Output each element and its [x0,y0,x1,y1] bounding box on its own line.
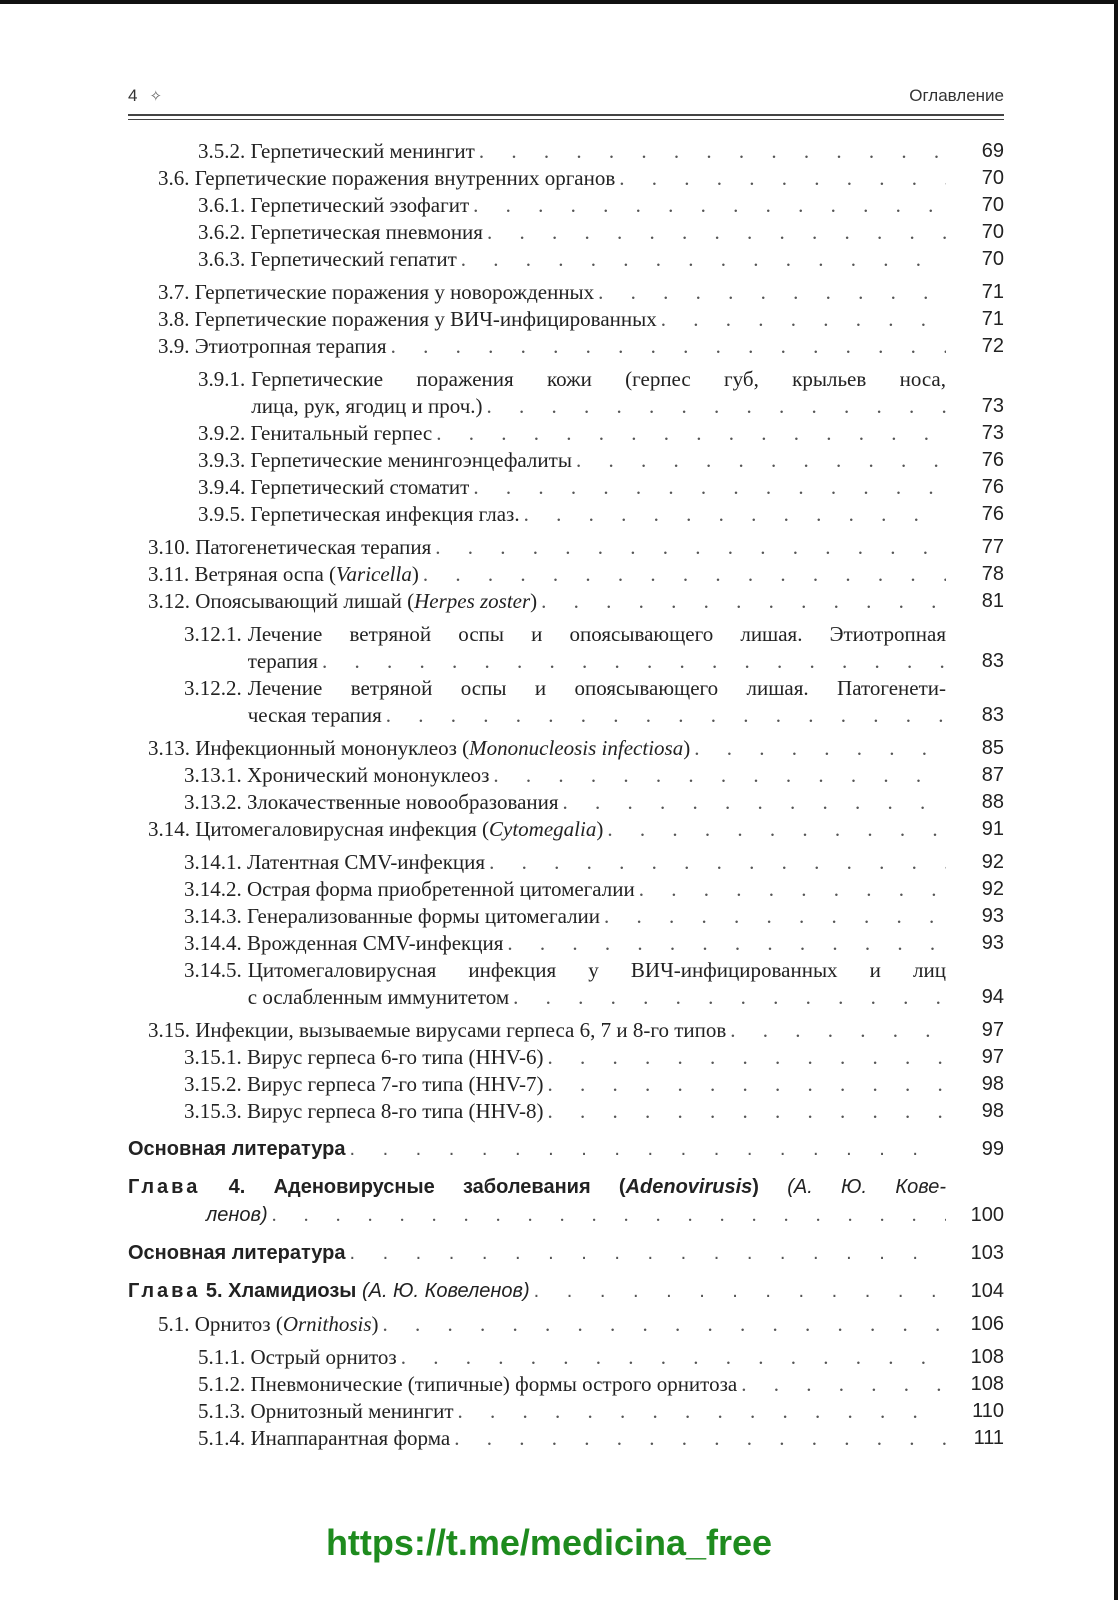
toc-number: 3.12. [148,589,190,613]
toc-title: Пневмонические (типичные) формы острого орнитоза [250,1372,738,1396]
toc-entry-references[interactable] [128,1239,1004,1267]
toc-number: 5.1.1. [198,1345,246,1369]
leader-dots [489,849,946,876]
toc-number: 3.15.2. [184,1072,242,1096]
toc-entry[interactable] [128,165,1004,192]
toc-page: 78 [981,563,1004,585]
leader-dots [619,165,946,192]
toc-title: Генитальный герпес [250,421,433,445]
toc-title: Врожденная CMV-инфекция [247,931,504,955]
toc-number: 3.7. [158,280,190,304]
leader-dots [272,1201,946,1229]
toc-number: 3.12.1. [184,622,242,646]
toc-entry[interactable]: 3.12. Опоясывающий лишай (Herpes zoster) . . . 81 [128,588,1004,615]
ornament-icon: ✧ [149,88,163,105]
toc-page: 76 [981,476,1004,498]
toc-entry[interactable]: 5.1. Орнитоз (Ornithosis) . . . 106 [128,1311,1004,1338]
toc-page: 72 [981,335,1004,357]
toc-entry[interactable] [128,930,1004,957]
toc-number: 3.6. [158,166,190,190]
toc-page: 104 [970,1280,1004,1302]
toc-page: 87 [981,764,1004,786]
toc-entry[interactable] [128,534,1004,561]
toc-number: 3.9.1. [198,367,246,391]
toc-title: Герпетический эзофагит [250,193,470,217]
toc-number: 5.1.2. [198,1372,246,1396]
toc-title: Острый орнитоз [250,1345,397,1369]
toc-entry[interactable] [128,903,1004,930]
toc-number: 3.9.2. [198,421,246,445]
toc-number: 3.15.3. [184,1099,242,1123]
toc-page: 76 [981,503,1004,525]
toc-entry[interactable] [128,192,1004,219]
toc-page: 73 [981,422,1004,444]
running-header [128,84,1004,108]
toc-entry[interactable] [128,420,1004,447]
leader-dots [487,219,946,246]
leader-dots [349,1135,946,1163]
toc-page: 69 [981,140,1004,162]
toc-page: 111 [973,1427,1004,1449]
toc-entry[interactable] [128,246,1004,273]
right-border [1114,0,1118,1600]
toc-entry[interactable] [128,279,1004,306]
toc-title: Генерализованные формы цитомегалии [247,904,601,928]
toc-page: 106 [970,1313,1004,1335]
leader-dots [534,1277,946,1305]
leader-dots [639,876,946,903]
toc-title: Герпетический менингит [250,139,475,163]
toc-title: Цитомегаловирусная инфекция ( [195,817,490,841]
toc-number: 3.15.1. [184,1045,242,1069]
toc-entry[interactable]: 3.13. Инфекционный мононуклеоз (Mononucleosis infectiosa) . . . 85 [128,735,1004,762]
toc-title-line1: Цитомегаловирусная инфекция у ВИЧ-инфицированных и лиц [247,958,946,982]
leader-dots [322,648,946,675]
toc-page: 99 [981,1138,1004,1160]
leader-dots [349,1239,946,1267]
toc-entry-chapter-5[interactable] [128,1277,1004,1305]
toc-entry[interactable] [128,219,1004,246]
toc-latin-name: Herpes zoster [414,589,531,613]
toc-entry[interactable] [128,474,1004,501]
chapter-author: (А. Ю. Кове- [787,1176,947,1198]
toc-entry[interactable] [128,1017,1004,1044]
header-title: Оглавление [909,86,1004,105]
toc-latin-name: Varicella [336,562,412,586]
toc-page: 92 [981,851,1004,873]
toc-entry[interactable] [128,366,1004,420]
toc-entry[interactable] [128,1371,1004,1398]
toc-title: Опоясывающий лишай ( [195,589,415,613]
toc-number: 3.6.2. [198,220,246,244]
leader-dots [461,246,946,273]
leader-dots [604,903,946,930]
toc-page: 70 [981,194,1004,216]
toc-entry[interactable] [128,1044,1004,1071]
leader-dots [548,1071,946,1098]
toc-number: 5.1.4. [198,1426,246,1450]
toc-number: 3.14. [148,817,190,841]
toc-title-line1: Герпетические поражения кожи (герпес губ, крыльев носа, [251,367,946,391]
leader-dots [435,534,946,561]
leader-dots [548,1098,946,1125]
toc-title-line2: терапия [247,649,318,673]
leader-dots [548,1044,946,1071]
toc-number: 3.14.1. [184,850,242,874]
header-rule-thick [128,114,1004,116]
toc-title: Вирус герпеса 7-го типа (HHV-7) [247,1072,544,1096]
leader-dots [473,192,946,219]
leader-dots [487,393,947,420]
table-of-contents [128,138,1004,1452]
toc-page: 70 [981,221,1004,243]
toc-title: Герпетические поражения у новорожденных [194,280,595,304]
leader-dots [694,735,946,762]
leader-dots [607,816,946,843]
toc-entry[interactable] [128,789,1004,816]
toc-title: Герпетические поражения у ВИЧ-инфицированных [194,307,657,331]
toc-page: 110 [972,1400,1004,1422]
toc-entry[interactable] [128,1071,1004,1098]
toc-title: Злокачественные новообразования [247,790,559,814]
header-page-number-group [128,86,162,106]
toc-page: 71 [981,308,1004,330]
leader-dots [383,1311,946,1338]
toc-title: Аденовирусные заболевания ( [273,1176,626,1198]
toc-number: 4. [228,1176,246,1198]
leader-dots [513,984,946,1011]
toc-entry[interactable] [128,333,1004,360]
toc-page: 91 [981,818,1004,840]
toc-number: 3.5.2. [198,139,246,163]
toc-entry[interactable] [128,138,1004,165]
toc-entry[interactable] [128,1344,1004,1371]
toc-entry[interactable] [128,306,1004,333]
toc-page: 70 [981,167,1004,189]
toc-number: 3.9.4. [198,475,246,499]
toc-entry[interactable] [128,675,1004,729]
toc-title: Основная литература [128,1138,346,1160]
leader-dots [661,306,946,333]
toc-page: 83 [981,704,1004,726]
toc-entry[interactable]: 3.11. Ветряная оспа (Varicella) . . . 78 [128,561,1004,588]
toc-latin-name: Ornithosis [282,1312,372,1336]
toc-title: Орнитозный менингит [250,1399,454,1423]
toc-number: 3.9.5. [198,502,246,526]
toc-entry[interactable] [128,849,1004,876]
leader-dots [479,138,946,165]
toc-title: Латентная CMV-инфекция [247,850,486,874]
toc-page: 83 [981,650,1004,672]
toc-title-line2: лица, рук, ягодиц и проч.) [251,394,483,418]
toc-entry-references[interactable] [128,1135,1004,1163]
toc-number: 3.15. [148,1018,190,1042]
toc-title-line1: Лечение ветряной оспы и опоясывающего лишая. Этиотропная [247,622,946,646]
toc-number: 3.11. [148,562,190,586]
leader-dots [401,1344,946,1371]
toc-page: 85 [981,737,1004,759]
toc-number: 5.1. [158,1312,190,1336]
leader-dots [563,789,946,816]
toc-number: 3.14.4. [184,931,242,955]
chapter-author: (А. Ю. Ковеленов) [361,1280,530,1302]
toc-title: Вирус герпеса 6-го типа (HHV-6) [247,1045,544,1069]
toc-entry[interactable] [128,1425,1004,1452]
toc-title: Вирус герпеса 8-го типа (HHV-8) [247,1099,544,1123]
toc-entry[interactable] [128,957,1004,1011]
toc-page: 93 [981,905,1004,927]
toc-number: 3.8. [158,307,190,331]
toc-title: Инаппарантная форма [250,1426,451,1450]
toc-title: Орнитоз ( [194,1312,283,1336]
toc-title: Герпетическая инфекция глаз. [250,502,520,526]
toc-title: Хламидиозы [228,1280,357,1302]
toc-page: 71 [981,281,1004,303]
toc-page: 108 [970,1373,1004,1395]
toc-number: 3.6.3. [198,247,246,271]
toc-title: Патогенетическая терапия [195,535,432,559]
toc-number: 3.14.2. [184,877,242,901]
toc-number: 3.14.5. [184,958,242,982]
leader-dots [423,561,946,588]
header-page-number: 4 [128,86,138,105]
toc-page: 93 [981,932,1004,954]
leader-dots [493,762,946,789]
leader-dots [741,1371,946,1398]
toc-entry[interactable] [128,621,1004,675]
toc-entry[interactable] [128,1098,1004,1125]
toc-page: 94 [981,986,1004,1008]
toc-entry[interactable]: 3.14. Цитомегаловирусная инфекция (Cytomegalia) . . . 91 [128,816,1004,843]
toc-title: Этиотропная терапия [194,334,387,358]
toc-number: 3.10. [148,535,190,559]
chapter-word: Глава [128,1176,201,1198]
toc-title: Герпетическая пневмония [250,220,483,244]
leader-dots [576,447,946,474]
toc-latin-name: Mononucleosis infectiosa [469,736,684,760]
leader-dots [458,1398,946,1425]
toc-title: Инфекции, вызываемые вирусами герпеса 6, 7 и 8-го типов [195,1018,727,1042]
toc-title: Ветряная оспа ( [194,562,337,586]
leader-dots [598,279,946,306]
leader-dots [541,588,946,615]
telegram-link[interactable]: https://t.me/medicina_free [325,1522,773,1563]
toc-page: 77 [981,536,1004,558]
leader-dots [507,930,946,957]
toc-number: 3.9.3. [198,448,246,472]
toc-number: 3.13.1. [184,763,242,787]
toc-page: 98 [981,1073,1004,1095]
toc-entry[interactable] [128,876,1004,903]
leader-dots [730,1017,946,1044]
leader-dots [454,1425,946,1452]
toc-page: 98 [981,1100,1004,1122]
toc-title-line2: с ослабленным иммунитетом [247,985,510,1009]
toc-page: 88 [981,791,1004,813]
toc-title: Инфекционный мононуклеоз ( [195,736,470,760]
toc-title: Герпетические менингоэнцефалиты [250,448,572,472]
toc-entry-chapter-4[interactable]: Глава 4. Аденовирусные заболевания (Adenovirusis) (А. Ю. Кове- ленов) . . . 100 [128,1173,1004,1229]
chapter-word: Глава [128,1280,201,1302]
toc-number: 3.13.2. [184,790,242,814]
toc-title: Герпетические поражения внутренних органов [194,166,616,190]
toc-page: 70 [981,248,1004,270]
toc-title: Основная литература [128,1242,346,1264]
toc-page: 97 [981,1046,1004,1068]
toc-number: 5.1.3. [198,1399,246,1423]
leader-dots [524,501,946,528]
toc-entry[interactable] [128,762,1004,789]
toc-page: 100 [970,1204,1004,1226]
toc-page: 103 [970,1242,1004,1264]
toc-entry[interactable] [128,1398,1004,1425]
toc-title: Хронический мононуклеоз [247,763,490,787]
toc-number: 3.9. [158,334,190,358]
toc-number: 3.12.2. [184,676,242,700]
toc-page: 73 [981,395,1004,417]
toc-number: 3.13. [148,736,190,760]
toc-page: 92 [981,878,1004,900]
toc-title: Герпетический гепатит [250,247,457,271]
top-border [0,0,1118,4]
leader-dots [391,333,946,360]
toc-entry[interactable] [128,447,1004,474]
toc-page: 76 [981,449,1004,471]
toc-latin-name: Cytomegalia [489,817,597,841]
leader-dots [473,474,946,501]
toc-title: Острая форма приобретенной цитомегалии [247,877,635,901]
leader-dots [386,702,946,729]
toc-title: Герпетический стоматит [250,475,470,499]
chapter-author-cont: ленов) [206,1204,268,1226]
toc-number: 3.6.1. [198,193,246,217]
toc-number: 3.14.3. [184,904,242,928]
toc-latin-name: Adenovirusis [625,1176,753,1198]
toc-title-line1: Лечение ветряной оспы и опоясывающего лишая. Патогенети- [247,676,946,700]
header-rule-thin [128,119,1004,120]
toc-number: 5. [205,1280,223,1302]
toc-page: 97 [981,1019,1004,1041]
leader-dots [436,420,946,447]
toc-entry[interactable] [128,501,1004,528]
toc-page: 81 [981,590,1004,612]
toc-title-line2: ческая терапия [247,703,382,727]
toc-page: 108 [970,1346,1004,1368]
